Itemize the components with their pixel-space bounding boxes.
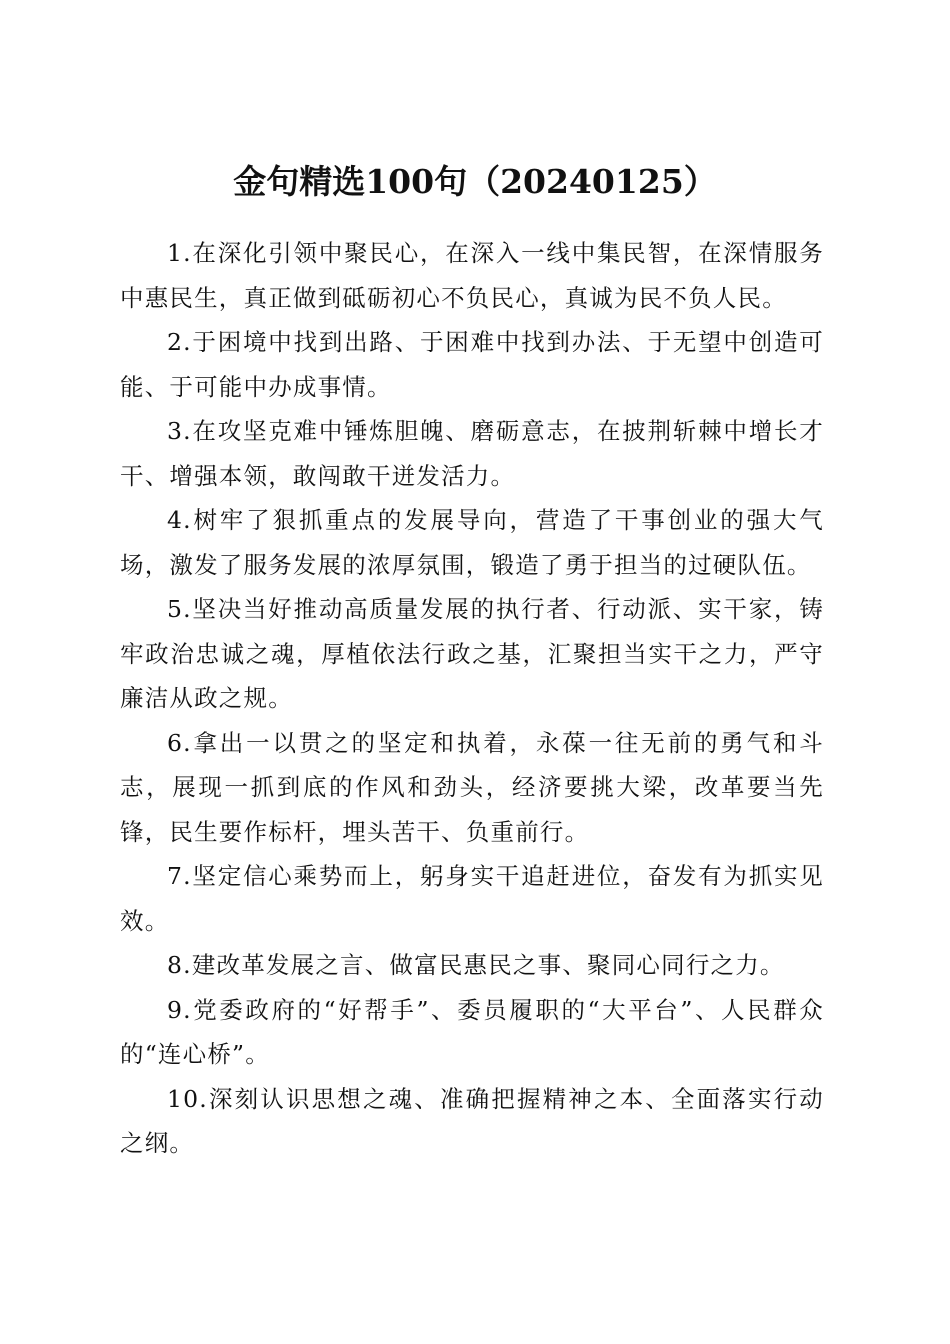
quote-paragraph-6: 6.拿出一以贯之的坚定和执着，永葆一往无前的勇气和斗志，展现一抓到底的作风和劲头，经济要挑大梁，改革要当先锋，民生要作标杆，埋头苦干、负重前行。: [120, 728, 824, 846]
quote-paragraph-9: 9.党委政府的“好帮手”、委员履职的“大平台”、人民群众的“连心桥”。: [120, 995, 824, 1068]
quote-paragraph-5: 5.坚决当好推动高质量发展的执行者、行动派、实干家，铸牢政治忠诚之魂，厚植依法行政之基，汇聚担当实干之力，严守廉洁从政之规。: [120, 595, 824, 712]
quote-paragraph-4: 4.树牢了狠抓重点的发展导向，营造了干事创业的强大气场，激发了服务发展的浓厚氛围，锻造了勇于担当的过硬队伍。: [120, 506, 824, 579]
quote-paragraph-1: 1.在深化引领中聚民心，在深入一线中集民智，在深情服务中惠民生，真正做到砥砺初心不负民心，真诚为民不负人民。: [120, 239, 824, 312]
quote-paragraph-7: 7.坚定信心乘势而上，躬身实干追赶进位，奋发有为抓实见效。: [120, 862, 824, 935]
quote-paragraph-3: 3.在攻坚克难中锤炼胆魄、磨砺意志，在披荆斩棘中增长才干、增强本领，敢闯敢干迸发活力。: [120, 417, 824, 490]
document-body: [120, 231, 824, 1166]
quote-paragraph-8: 8.建改革发展之言、做富民惠民之事、聚同心同行之力。: [167, 951, 785, 979]
quote-paragraph-2: 2.于困境中找到出路、于困难中找到办法、于无望中创造可能、于可能中办成事情。: [120, 328, 824, 401]
document-title: 金句精选100句（20240125）: [233, 162, 717, 202]
quote-paragraph-10: 10.深刻认识思想之魂、准确把握精神之本、全面落实行动之纲。: [120, 1084, 824, 1157]
